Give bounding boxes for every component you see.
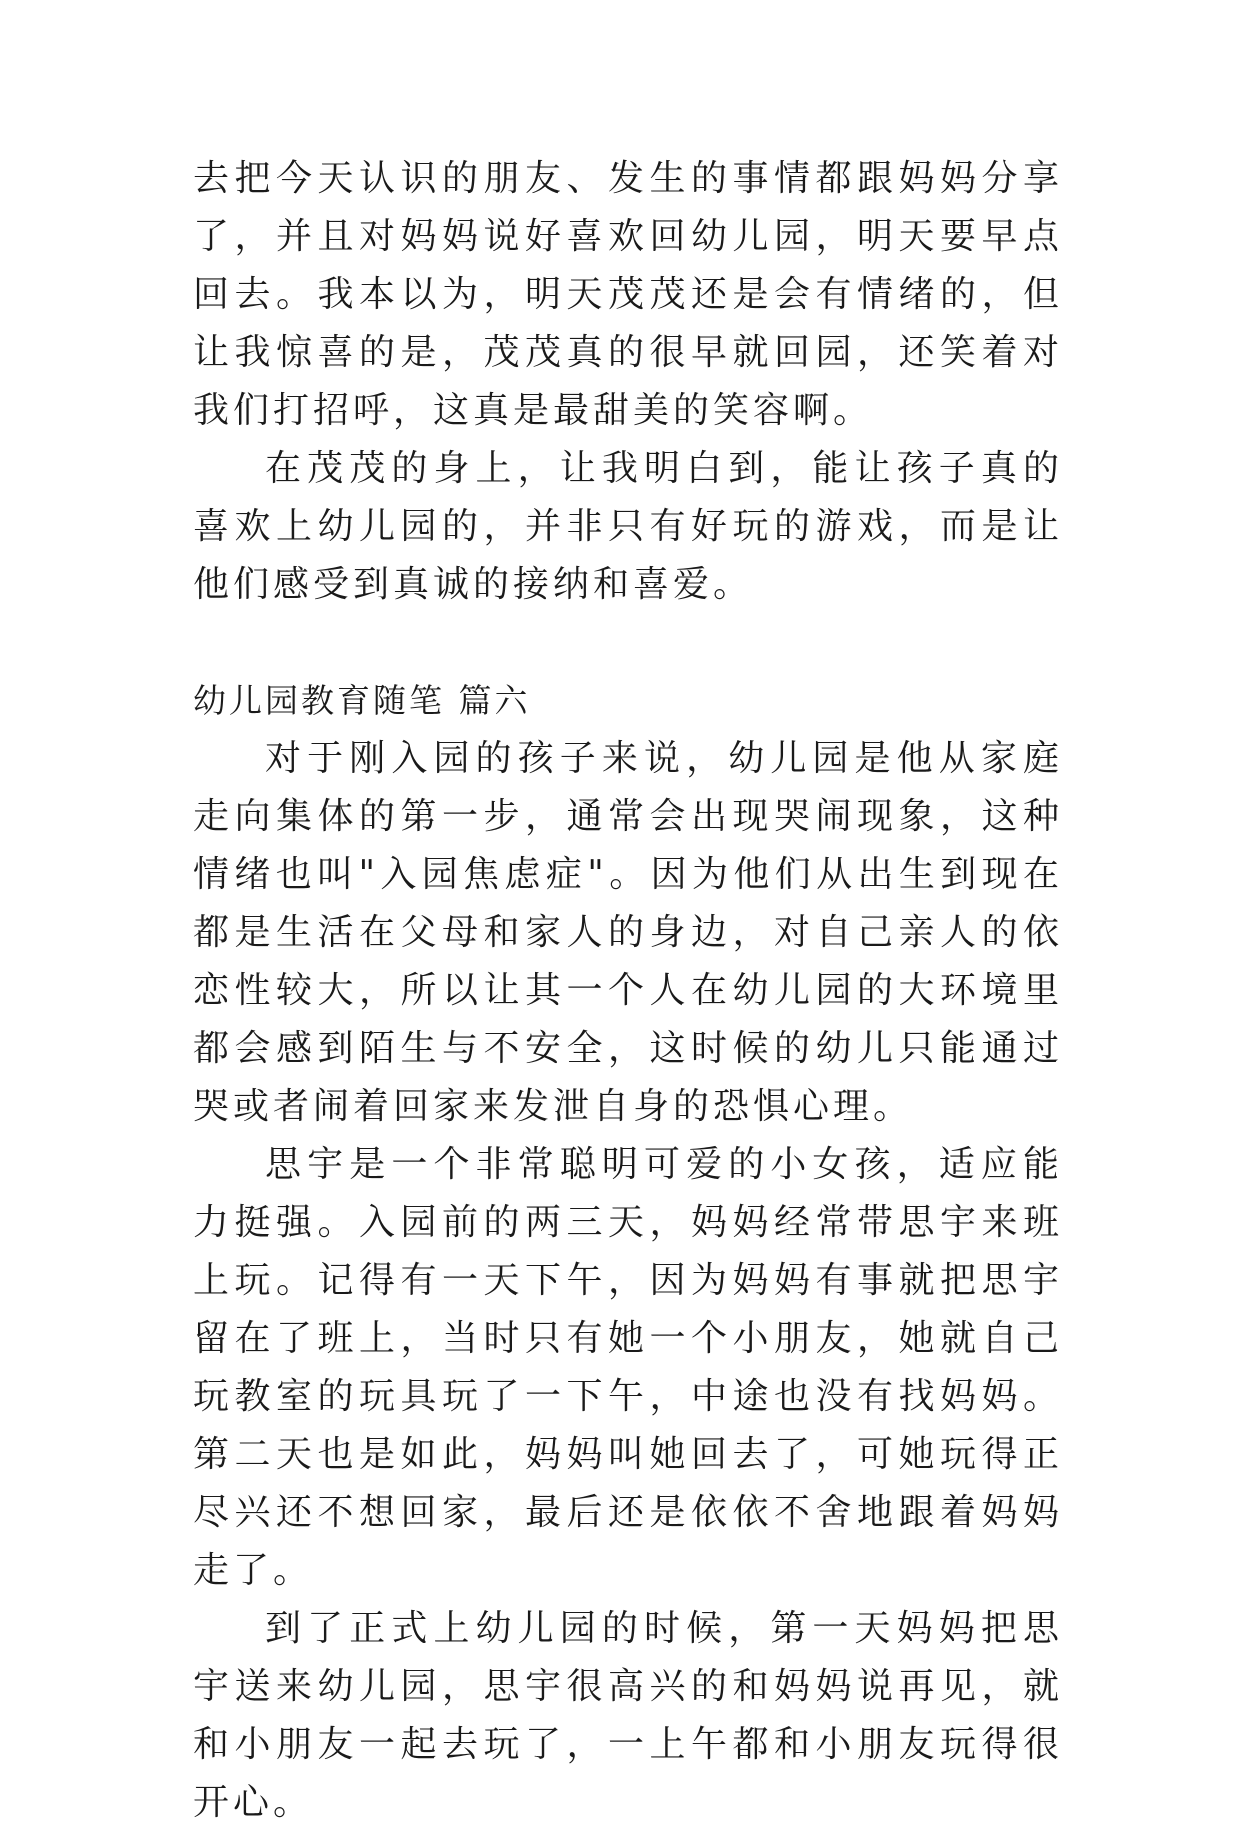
section-spacer [193,614,1063,672]
document-body [193,150,1063,1832]
paragraph-siyu-intro: 思宇是一个非常聪明可爱的小女孩，适应能力挺强。入园前的两三天，妈妈经常带思宇来班上玩。记得有一天下午，因为妈妈有事就把思宇留在了班上，当时只有她一个小朋友，她就自己玩教室的玩具玩了一下午，中途也没有找妈妈。第二天也是如此，妈妈叫她回去了，可她玩得正尽兴还不想回家，最后还是依依不舍地跟着妈妈走了。 [193,1144,1063,1591]
paragraph-reflection: 在茂茂的身上，让我明白到，能让孩子真的喜欢上幼儿园的，并非只有好玩的游戏，而是让他们感受到真诚的接纳和喜爱。 [193,448,1063,605]
paragraph-entry-anxiety: 对于刚入园的孩子来说，幼儿园是他从家庭走向集体的第一步，通常会出现哭闹现象，这种情绪也叫"入园焦虑症"。因为他们从出生到现在都是生活在父母和家人的身边，对自己亲人的依恋性较大，所以让其一个人在幼儿园的大环境里都会感到陌生与不安全，这时候的幼儿只能通过哭或者闹着回家来发泄自身的恐惧心理。 [193,738,1063,1127]
paragraph-first-day: 到了正式上幼儿园的时候，第一天妈妈把思宇送来幼儿园，思宇很高兴的和妈妈说再见，就和小朋友一起去玩了，一上午都和小朋友玩得很开心。 [193,1608,1063,1823]
paragraph-continuation: 去把今天认识的朋友、发生的事情都跟妈妈分享了，并且对妈妈说好喜欢回幼儿园，明天要早点回去。我本以为，明天茂茂还是会有情绪的，但让我惊喜的是，茂茂真的很早就回园，还笑着对我们打招呼，这真是最甜美的笑容啊。 [193,158,1063,431]
section-heading: 幼儿园教育随笔 篇六 [193,681,531,720]
